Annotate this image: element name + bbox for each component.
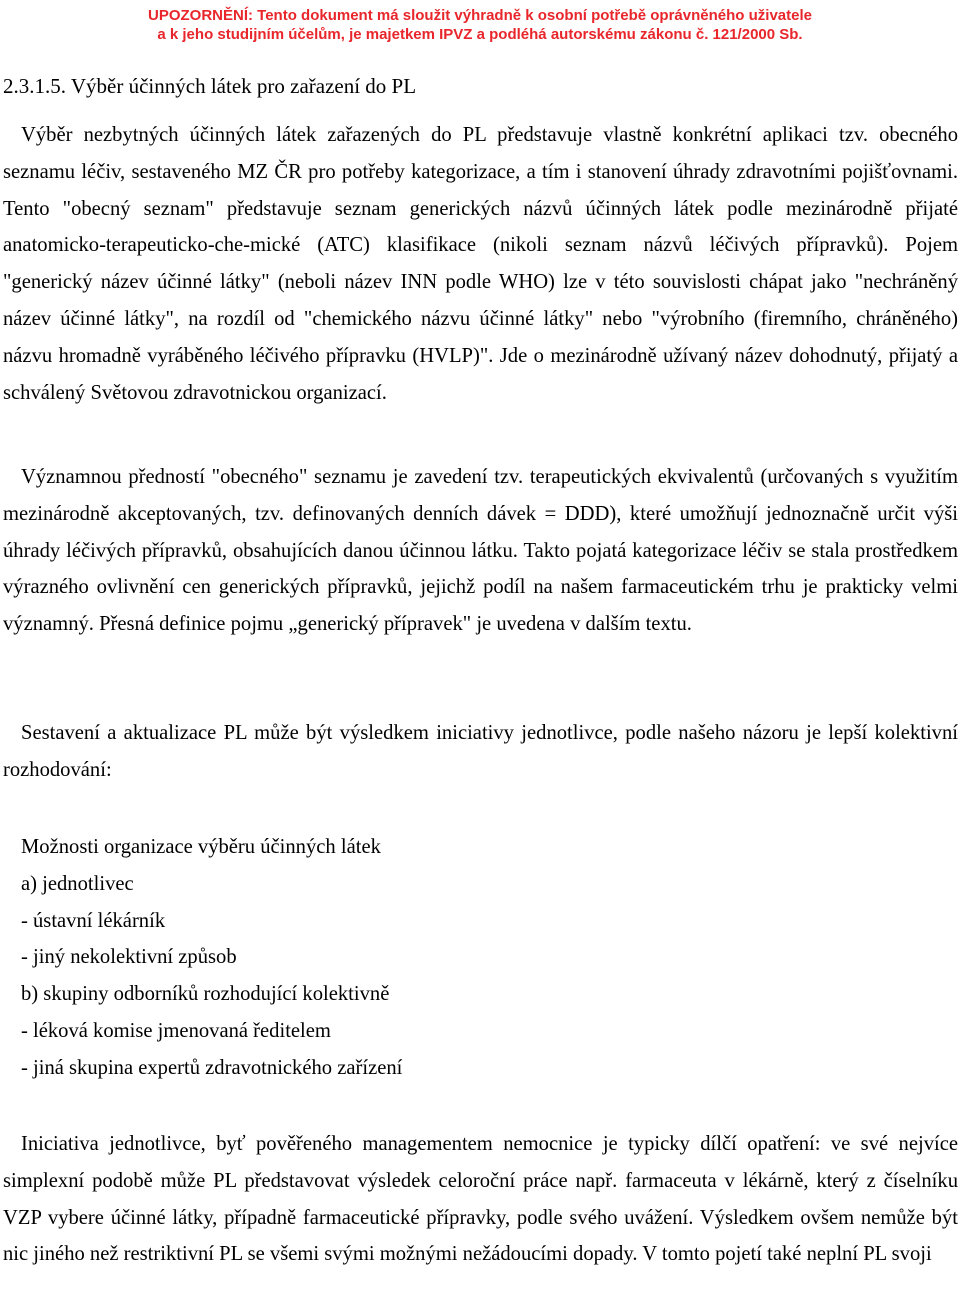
paragraph-1: Výběr nezbytných účinných látek zařazených do PL představuje vlastně konkrétní aplikaci tzv. obecného seznamu léčiv, sestaveného MZ ČR pro potřeby kategorizace, a tím i stanovení úhrady zdravotními pojišťovnami. Tento "obecný seznam" představuje seznam generických názvů účinných látek podle mezinárodně přijaté anatomicko-terapeuticko-che-mické (ATC) klasifikace (nikoli seznam názvů léčivých přípravků). Pojem "generický název účinné látky" (neboli název INN podle WHO) lze v této souvislosti chápat jako "nechráněný název účinné látky", na rozdíl od "chemického názvu účinné látky" nebo "výrobního (firemního, chráněného) názvu hromadně vyráběného léčivého přípravku (HVLP)". Jde o mezinárodně užívaný název dohodnutý, přijatý a schválený Světovou zdravotnickou organizací. [3,124,958,404]
list-item: - jiná skupina expertů zdravotnického zařízení [21,1056,403,1079]
list-item: - ústavní lékárník [21,909,166,932]
paragraph-1-block [3,117,958,411]
list-item: Možnosti organizace výběru účinných látek [21,836,381,858]
copyright-notice [0,6,960,44]
paragraph-4: Iniciativa jednotlivce, byť pověřeného managementem nemocnice je typicky dílčí opatření: ve své nejvíce simplexní podobě může PL představovat výsledek celoroční práce např. farmaceuta v lékárně, který z číselníku VZP vybere účinné látky, případně farmaceutické přípravky, podle svého uvážení. Výsledkem ovšem nemůže být nic jiného než restriktivní PL se všemi svými možnými nežádoucími dopady. V tomto pojetí také neplní PL svoji [3,1133,958,1266]
paragraph-3: Sestavení a aktualizace PL může být výsledkem iniciativy jednotlivce, podle našeho názoru je lepší kolektivní rozhodování: [3,722,958,781]
paragraph-3-block [3,715,958,789]
section-heading: 2.3.1.5. Výběr účinných látek pro zařazení do PL [3,74,417,98]
paragraph-2: Významnou předností "obecného" seznamu je zavedení tzv. terapeutických ekvivalentů (určovaných s využitím mezinárodně akceptovaných, tzv. definovaných denních dávek = DDD), které umožňují jednoznačně určit výši úhrady léčivých přípravků, obsahujících danou účinnou látku. Takto pojatá kategorizace léčiv se stala prostředkem výrazného ovlivnění cen generických přípravků, jejichž podíl na našem farmaceutickém trhu je prakticky velmi významný. Přesná definice pojmu „generický přípravek" je uvedena v dalším textu. [3,466,958,636]
list-item: b) skupiny odborníků rozhodující kolektivně [21,983,390,1006]
notice-line-2: a k jeho studijním účelům, je majetkem IPVZ a podléhá autorskému zákonu č. 121/2000 Sb. [157,26,803,43]
notice-line-1: UPOZORNĚNÍ: Tento dokument má sloužit výhradně k osobní potřebě oprávněného uživatele [148,7,812,24]
list-item: a) jednotlivec [21,872,134,895]
list-item: - jiný nekolektivní způsob [21,946,237,969]
selection-options-list [21,829,402,1087]
paragraph-2-block [3,459,958,643]
list-item: - léková komise jmenovaná ředitelem [21,1019,331,1042]
paragraph-4-block [3,1126,958,1273]
